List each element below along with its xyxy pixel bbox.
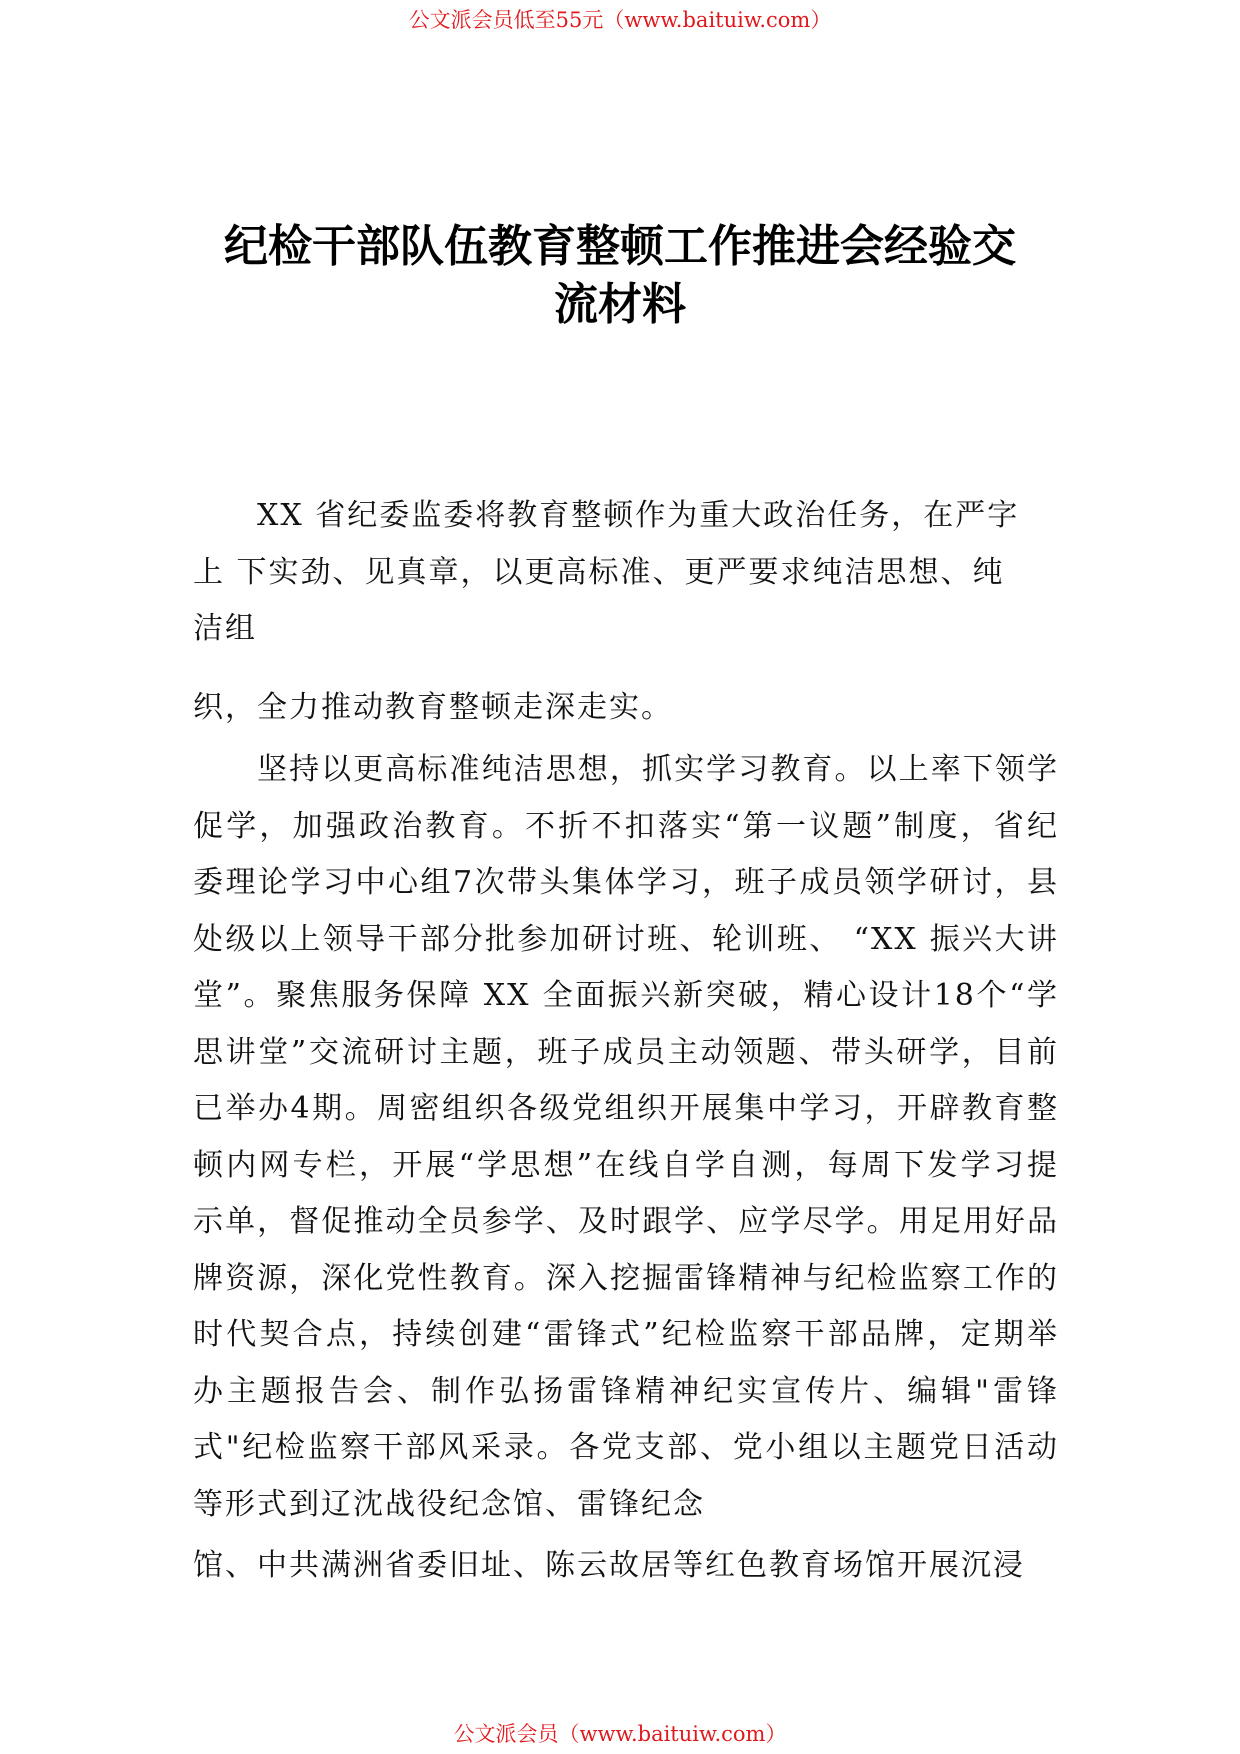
document-title bbox=[170, 218, 1070, 334]
paragraph-1-line-3: 洁组 bbox=[193, 611, 257, 646]
watermark-bottom: 公文派会员（www.baituiw.com） bbox=[453, 1722, 787, 1746]
paragraph-2: 坚持以更高标准纯洁思想，抓实学习教育。以上率下领学促学，加强政治教育。不折不扣落实“第一议题”制度，省纪委理论学习中心组7次带头集体学习，班子成员领学研讨，县处级以上领导干部分批参加研讨班、轮训班、 “XX 振兴大讲堂”。聚焦服务保障 XX 全面振兴新突破，精心设计18个“学思讲堂”交流研讨主题，班子成员主动领题、带头研学，目前已举办4期。周密组织各级党组织开展集中学习，开辟教育整顿内网专栏，开展“学思想”在线自学自测，每周下发学习提示单，督促推动全员参学、及时跟学、应学尽学。用足用好品牌资源，深化党性教育。深入挖掘雷锋精神与纪检监察工作的时代契合点，持续创建“雷锋式”纪检监察干部品牌，定期举办主题报告会、制作弘扬雷锋精神纪实宣传片、编辑"雷锋式"纪检监察干部风采录。各党支部、党小组以主题党日活动等形式到辽沈战役纪念馆、雷锋纪念 bbox=[193, 752, 1059, 1522]
title-line-1: 纪检干部队伍教育整顿工作推进会经验交 bbox=[224, 221, 1016, 272]
paragraph-1-line-2: 上 下实劲、见真章，以更高标准、更严要求纯洁思想、纯 bbox=[193, 554, 1005, 590]
paragraph-2-tail: 馆、中共满洲省委旧址、陈云故居等红色教育场馆开展沉浸 bbox=[193, 1548, 1025, 1583]
watermark-top: 公文派会员低至55元（www.baituiw.com） bbox=[408, 8, 832, 32]
paragraph-1 bbox=[193, 488, 1059, 658]
paragraph-1-continuation: 织，全力推动教育整顿走深走实。 bbox=[193, 690, 673, 725]
title-line-2: 流材料 bbox=[554, 279, 686, 330]
paragraph-1-line-1: XX 省纪委监委将教育整顿作为重大政治任务，在严字 bbox=[257, 498, 1020, 533]
